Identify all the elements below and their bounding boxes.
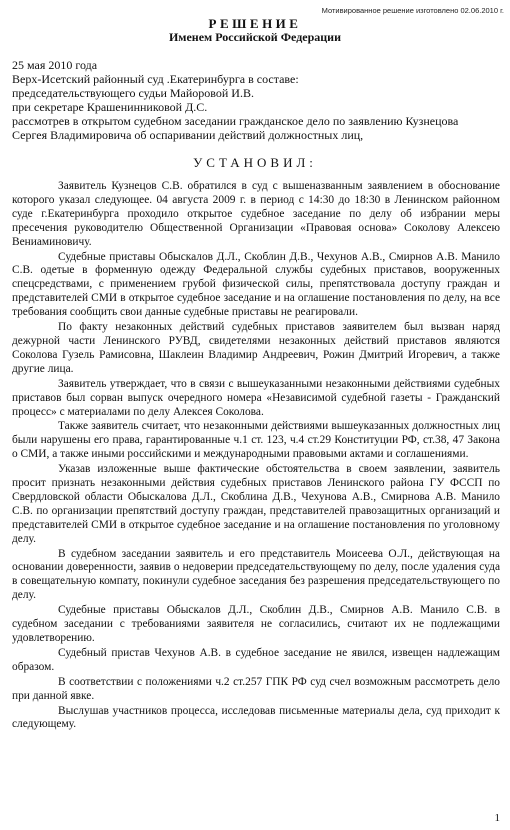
- header-line: Верх-Исетский районный суд .Екатеринбурга в составе:: [12, 72, 299, 86]
- header-line: Сергея Владимировича об оспаривании действий должностных лиц,: [12, 128, 364, 142]
- decision-date-note: Мотивированное решение изготовлено 02.06.2010 г.: [321, 6, 504, 15]
- header-line: председательствующего судьи Майоровой И.В.: [12, 86, 254, 100]
- document-title: РЕШЕНИЕ: [208, 16, 302, 31]
- paragraph: По факту незаконных действий судебных приставов заявителем был вызван наряд дежурной части Ленинского РУВД, свидетелями незаконных действий приставов являются Соколова Гузель Рамисовна, Шаклеин Владимир Андреевич, Рожин Дмитрий Игоревич, а также другие лица.: [12, 321, 500, 375]
- header-block: [12, 58, 504, 142]
- section-heading: УСТАНОВИЛ:: [193, 155, 317, 170]
- header-line: 25 мая 2010 года: [12, 58, 98, 72]
- paragraph: Заявитель Кузнецов С.В. обратился в суд с вышеназванным заявлением в обоснование которого указал следующее. 04 августа 2009 г. в период с 14:30 до 18:30 в Ленинском районном суде г.Екатеринбурга проходило открытое судебное заседание по делу об избрании меры пресечения руководителю Общественной Организации «Правовая основа» Соколову Алексею Вениаминовичу.: [12, 180, 500, 248]
- body-text: [12, 180, 500, 733]
- document-subtitle: Именем Российской Федерации: [168, 30, 342, 44]
- paragraph: Судебные приставы Обыскалов Д.Л., Скоблин Д.В., Смирнов А.В. Манило С.В. в судебном заседании с требованиями заявителя не согласились, считают их не подлежащими удовлетворению.: [12, 604, 500, 644]
- paragraph: Выслушав участников процесса, исследовав письменные материалы дела, суд приходит к следующему.: [12, 704, 500, 731]
- paragraph: Также заявитель считает, что незаконными действиями вышеуказанных должностных лиц были нарушены его права, гарантированные ч.1 ст. 123, ч.4 ст.29 Конституции РФ, ст.38, 47 Закона о СМИ, а также иными российскими и международными правовыми актами и соглашениями.: [12, 420, 500, 461]
- paragraph: Судебные приставы Обыскалов Д.Л., Скоблин Д.В., Чехунов А.В., Смирнов А.В. Манило С.В. одетые в форменную одежду Федеральной службы судебных приставов, вооруженных спецсредствами, с применением грубой физической силы, препятствовала доступу граждан и представителей СМИ в открытое судебное заседание и на оглашение постановления по делу, на все требования сообщить свои данные судебные приставы не реагировали.: [12, 250, 500, 319]
- paragraph: Судебный пристав Чехунов А.В. в судебное заседание не явился, извещен надлежащим образом.: [12, 646, 500, 673]
- paragraph: В судебном заседании заявитель и его представитель Моисеева О.Л., действующая на основании доверенности, заявив о недоверии председательствующему по делу, после удаления суда в совещательную компату, покинули судебное заседания без разрешения председательствующего по делу.: [12, 547, 500, 602]
- paragraph: Указав изложенные выше фактические обстоятельства в своем заявлении, заявитель просит признать незаконными действия судебных приставов Ленинского района ГУ ФССП по Свердловской области Обыскалова Д.Л., Скоблина Д.В., Чехунова А.В., Смирнова А.В. Манило С.В. по организации препятствий доступу граждан, представителей правозащитных организаций и представителей СМИ в открытое судебное заседание и на оглашение постановления по уголовному делу.: [12, 463, 500, 545]
- header-line: рассмотрев в открытом судебном заседании гражданское дело по заявлению Кузнецова: [12, 114, 459, 128]
- header-line: при секретаре Крашенинниковой Д.С.: [12, 100, 208, 114]
- page-number: 1: [494, 812, 500, 824]
- paragraph: Заявитель утверждает, что в связи с вышеуказанными незаконными действиями судебных приставов был сорван выпуск очередного номера «Независимой судебной газеты - Гражданский процесс» с материалами по делу Алексея Соколова.: [12, 377, 500, 418]
- paragraph: В соответствии с положениями ч.2 ст.257 ГПК РФ суд счел возможным рассмотреть дело при данной явке.: [12, 675, 500, 702]
